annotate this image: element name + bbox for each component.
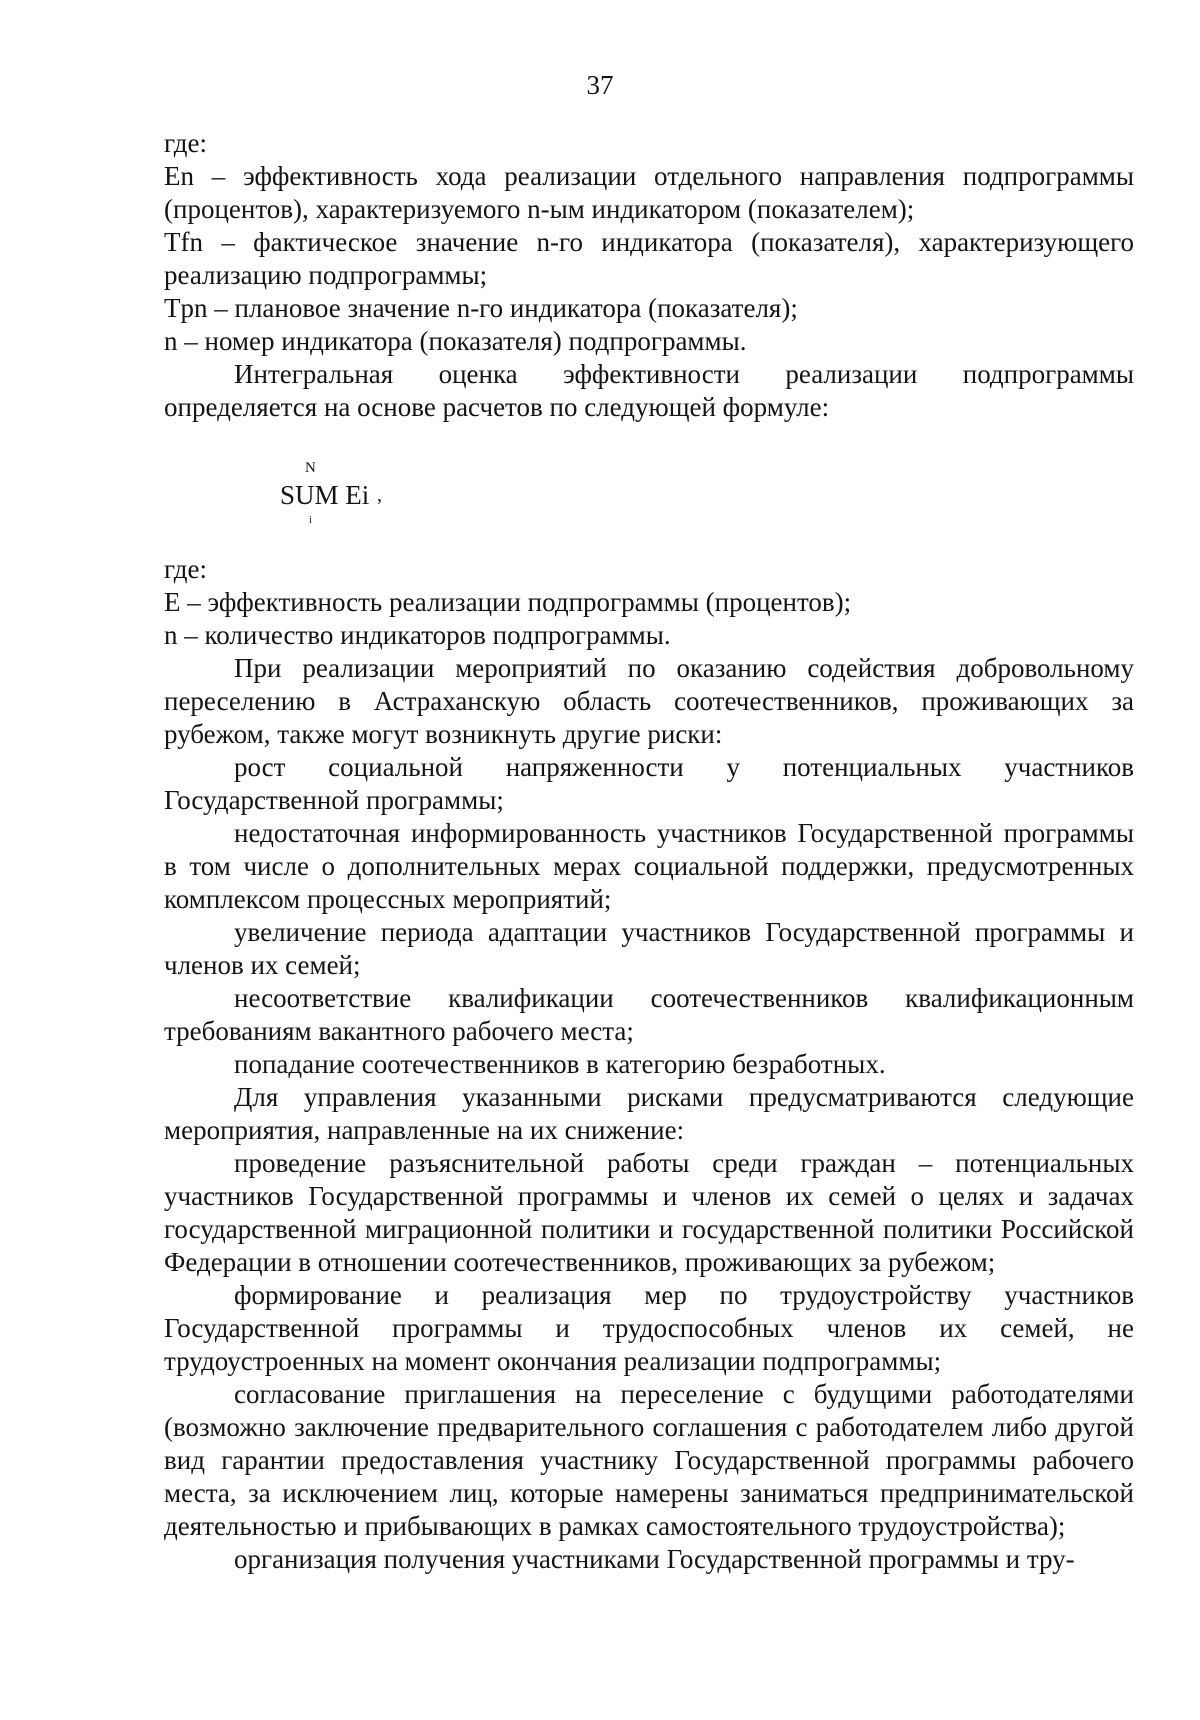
measure-item: проведение разъяснительной работы среди граждан – потенциальных участников Государственной программы и членов их семей о целях и задачах государственной миграционной политики и государственной политики Российской Федерации в отношении соотечественников, проживающих за рубежом; bbox=[164, 1148, 1134, 1277]
definition-tfn: Тfn – фактическое значение n-го индикатора (показателя), характеризующего реализацию подпрограммы; bbox=[164, 227, 1134, 290]
definitions2-intro: где: bbox=[164, 554, 207, 584]
measure-item: организация получения участниками Государственной программы и тру- bbox=[234, 1544, 1075, 1574]
risk-item: попадание соотечественников в категорию безработных. bbox=[234, 1049, 886, 1079]
definitions-intro: где: bbox=[164, 128, 207, 158]
definition-tpn: Тpn – плановое значение n-го индикатора (показателя); bbox=[164, 293, 798, 323]
page-number: 37 bbox=[586, 70, 614, 100]
risk-item: недостаточная информированность участников Государственной программы в том числе о дополнительных мерах социальной поддержки, предусмотренных комплексом процессных мероприятий; bbox=[164, 818, 1134, 914]
risk-item: увеличение периода адаптации участников Государственной программы и членов их семей; bbox=[164, 917, 1134, 980]
definition-e: Е – эффективность реализации подпрограммы (процентов); bbox=[164, 587, 852, 617]
formula-lower-index: i bbox=[309, 515, 312, 526]
measure-item: согласование приглашения на переселение с будущими работодателями (возможно заключение предварительного соглашения с работодателем либо другой вид гарантии предоставления участнику Государственной программы рабочего места, за исключением лиц, которые намерены заниматься предпринимательской деятельностью и прибывающих в рамках самостоятельного трудоустройства); bbox=[164, 1379, 1134, 1541]
measures-intro-paragraph: Для управления указанными рисками предусматриваются следующие мероприятия, направленные на их снижение: bbox=[164, 1082, 1134, 1145]
definition-n-count: n – количество индикаторов подпрограммы. bbox=[164, 620, 671, 650]
body-text-block bbox=[164, 553, 1134, 1576]
formula-expression: SUM Ei bbox=[280, 480, 370, 510]
risks-intro-paragraph: При реализации мероприятий по оказанию содействия добровольному переселению в Астраханскую область соотечественников, проживающих за рубежом, также могут возникнуть другие риски: bbox=[164, 653, 1134, 749]
definition-n: n – номер индикатора (показателя) подпрограммы. bbox=[164, 326, 747, 356]
risk-item: рост социальной напряженности у потенциальных участников Государственной программы; bbox=[164, 752, 1134, 815]
definition-en: Еn – эффективность хода реализации отдельного направления подпрограммы (процентов), характеризуемого n-ым индикатором (показателем); bbox=[164, 161, 1134, 224]
formula-upper-limit: N bbox=[305, 460, 316, 476]
measure-item: формирование и реализация мер по трудоустройству участников Государственной программы и трудоспособных членов их семей, не трудоустроенных на момент окончания реализации подпрограммы; bbox=[164, 1280, 1134, 1376]
risk-item: несоответствие квалификации соотечественников квалификационным требованиям вакантного рабочего места; bbox=[164, 983, 1134, 1046]
definitions-block bbox=[164, 127, 1134, 424]
formula-comma: , bbox=[377, 484, 382, 506]
sum-formula bbox=[280, 460, 420, 524]
integral-assessment-paragraph: Интегральная оценка эффективности реализации подпрограммы определяется на основе расчетов по следующей формуле: bbox=[164, 359, 1134, 422]
